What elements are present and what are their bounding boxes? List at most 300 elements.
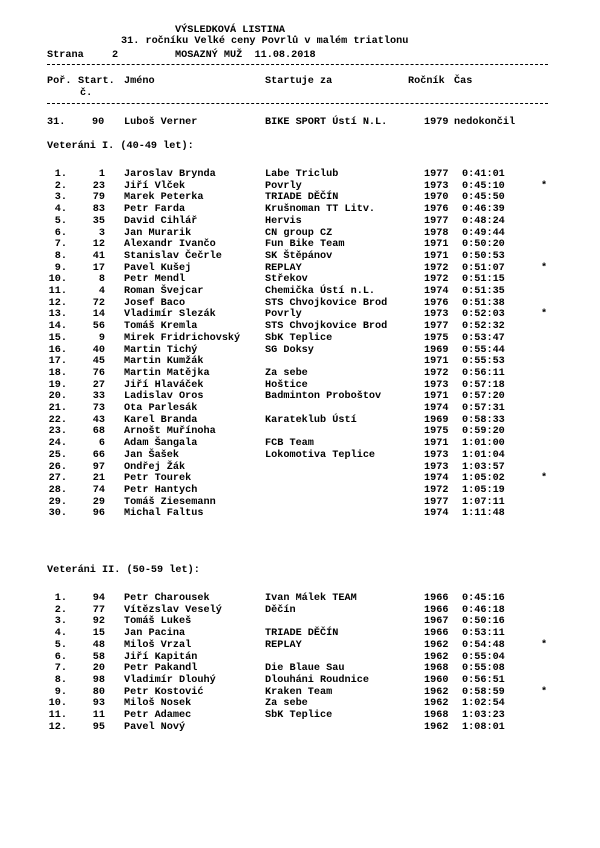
column-header-rank: Poř. (47, 76, 72, 87)
name-cell: Petr Tourek (124, 473, 192, 485)
start-number-cell: 27 (92, 379, 105, 391)
rank-cell: 11. (48, 286, 67, 297)
rank-cell: 29. (48, 496, 67, 508)
club-cell: SG Doksy (265, 344, 314, 356)
year-cell: 1971 (424, 250, 449, 262)
result-row (0, 192, 600, 204)
rank-cell: 18. (48, 367, 67, 379)
name-cell: Adam Šangala (124, 438, 198, 450)
name-cell: Ondřej Žák (124, 461, 186, 473)
time-cell: 0:45:10 (462, 180, 505, 192)
result-row (0, 605, 600, 617)
year-cell: 1962 (424, 686, 449, 698)
name-cell: Ladislav Oros (124, 391, 204, 403)
start-number-cell: 95 (92, 721, 105, 733)
rank-cell: 7. (54, 239, 67, 251)
club-cell: Kraken Team (265, 686, 333, 698)
result-row (0, 508, 600, 520)
rank-cell: 13. (48, 309, 67, 321)
result-row (0, 356, 600, 368)
time-cell: 0:53:11 (462, 628, 505, 640)
rank-cell: 16. (48, 344, 67, 356)
result-row (0, 473, 600, 485)
divider (47, 103, 548, 104)
rank-cell: 1. (54, 169, 67, 180)
start-number-cell: 68 (92, 426, 105, 438)
start-number-cell: 40 (92, 344, 105, 356)
name-cell: Petr Kostović (124, 686, 204, 698)
year-cell: 1960 (424, 674, 449, 686)
section-heading: Veteráni I. (40-49 let): (47, 141, 194, 152)
rank-cell: 22. (48, 414, 67, 426)
time-cell: 0:58:59 (462, 686, 505, 698)
result-row (0, 368, 600, 380)
name-cell: Petr Farda (124, 204, 186, 216)
name-cell: David Cihlář (124, 215, 198, 227)
result-row (0, 239, 600, 251)
name-cell: Vladimír Dlouhý (124, 674, 216, 686)
year-cell: 1972 (424, 367, 449, 379)
rank-cell: 27. (48, 473, 67, 485)
time-cell: 1:08:01 (462, 721, 505, 733)
year-cell: 1973 (424, 379, 449, 391)
club-cell: BIKE SPORT Ústí N.L. (265, 117, 388, 128)
year-cell: 1974 (424, 403, 449, 414)
year-cell: 1976 (424, 297, 449, 309)
start-number-cell: 9 (98, 332, 105, 344)
result-row (0, 286, 600, 298)
year-cell: 1977 (424, 496, 449, 508)
mark-cell: * (541, 309, 548, 321)
year-cell: 1972 (424, 484, 449, 496)
result-row (0, 652, 600, 664)
club-cell: TRIADE DĚČÍN (265, 192, 339, 204)
time-cell: 1:07:11 (462, 496, 505, 508)
time-cell: 0:56:11 (462, 367, 505, 379)
time-cell: 0:51:38 (462, 297, 505, 309)
year-cell: 1974 (424, 508, 449, 520)
year-cell: 1977 (424, 321, 449, 333)
result-row (0, 722, 600, 734)
start-number-cell: 4 (98, 286, 105, 297)
document-subtitle: 31. ročníku Velké ceny Povrlů v malém triatlonu (121, 36, 409, 47)
year-cell: 1973 (424, 309, 449, 321)
year-cell: 1972 (424, 262, 449, 274)
year-cell: 1971 (424, 356, 449, 368)
result-row (0, 181, 600, 193)
result-row (0, 228, 600, 240)
mark-cell: * (541, 686, 548, 698)
name-cell: Jaroslav Brynda (124, 169, 216, 180)
rank-cell: 30. (48, 508, 67, 520)
result-row (0, 274, 600, 286)
result-row (0, 298, 600, 310)
start-number-cell: 79 (92, 192, 105, 204)
year-cell: 1973 (424, 180, 449, 192)
start-number-cell: 58 (92, 651, 105, 663)
start-number-cell: 15 (92, 628, 105, 640)
rank-cell: 2. (54, 604, 67, 616)
name-cell: Tomáš Kremla (124, 321, 198, 333)
time-cell: 0:59:20 (462, 426, 505, 438)
name-cell: Petr Charousek (124, 593, 210, 604)
result-row (0, 497, 600, 509)
year-cell: 1973 (424, 449, 449, 461)
time-cell: 0:55:04 (462, 651, 505, 663)
name-cell: Josef Baco (124, 297, 186, 309)
name-cell: Tomáš Lukeš (124, 616, 192, 628)
club-cell: Střekov (265, 274, 308, 286)
name-cell: Mirek Fridrichovský (124, 332, 241, 344)
name-cell: Petr Adamec (124, 710, 192, 721)
name-cell: Jiří Vlček (124, 180, 186, 192)
time-cell: 0:45:16 (462, 593, 505, 604)
start-number-cell: 72 (92, 297, 105, 309)
name-cell: Jiří Kapitán (124, 651, 198, 663)
result-row (0, 333, 600, 345)
name-cell: Jan Pacina (124, 628, 186, 640)
name-cell: Luboš Verner (124, 117, 198, 128)
name-cell: Karel Branda (124, 414, 198, 426)
result-row (0, 117, 600, 129)
name-cell: Roman Švejcar (124, 286, 204, 297)
start-number-cell: 23 (92, 180, 105, 192)
club-cell: Děčín (265, 604, 296, 616)
result-row (0, 415, 600, 427)
time-cell: 0:50:20 (462, 239, 505, 251)
divider (47, 64, 548, 65)
result-row (0, 169, 600, 181)
column-header-start: Start. (78, 76, 115, 87)
start-number-cell: 90 (92, 117, 105, 128)
rank-cell: 20. (48, 391, 67, 403)
year-cell: 1966 (424, 604, 449, 616)
year-cell: 1968 (424, 710, 449, 721)
club-cell: Za sebe (265, 698, 308, 710)
year-cell: 1962 (424, 651, 449, 663)
name-cell: Marek Peterka (124, 192, 204, 204)
start-number-cell: 17 (92, 262, 105, 274)
time-cell: 0:56:51 (462, 674, 505, 686)
club-cell: Karateklub Ústí (265, 414, 357, 426)
club-cell: Krušnoman TT Litv. (265, 204, 376, 216)
rank-cell: 8. (54, 250, 67, 262)
document-title: VÝSLEDKOVÁ LISTINA (175, 25, 286, 36)
result-row (0, 251, 600, 263)
rank-cell: 17. (48, 356, 67, 368)
start-number-cell: 96 (92, 508, 105, 520)
time-cell: 1:01:04 (462, 449, 505, 461)
rank-cell: 26. (48, 461, 67, 473)
time-cell: 0:52:03 (462, 309, 505, 321)
rank-cell: 12. (48, 297, 67, 309)
club-cell: Povrly (265, 180, 302, 192)
result-row (0, 380, 600, 392)
club-cell: REPLAY (265, 639, 302, 651)
year-cell: 1974 (424, 286, 449, 297)
year-cell: 1972 (424, 274, 449, 286)
name-cell: Martin Kumžák (124, 356, 204, 368)
club-cell: TRIADE DĚČÍN (265, 628, 339, 640)
column-header-club: Startuje za (265, 76, 333, 87)
rank-cell: 5. (54, 639, 67, 651)
result-row (0, 628, 600, 640)
start-number-cell: 41 (92, 250, 105, 262)
rank-cell: 24. (48, 438, 67, 450)
result-row (0, 438, 600, 450)
time-cell: 0:57:20 (462, 391, 505, 403)
result-row (0, 450, 600, 462)
start-number-cell: 94 (92, 593, 105, 604)
name-cell: Pavel Kušej (124, 262, 192, 274)
rank-cell: 11. (48, 710, 67, 721)
year-cell: 1966 (424, 593, 449, 604)
time-cell: 1:05:19 (462, 484, 505, 496)
result-row (0, 698, 600, 710)
rank-cell: 3. (54, 616, 67, 628)
year-cell: 1971 (424, 391, 449, 403)
mark-cell: * (541, 639, 548, 651)
name-cell: Jiří Hlaváček (124, 379, 204, 391)
club-cell: Povrly (265, 309, 302, 321)
column-header-name: Jméno (124, 76, 155, 87)
start-number-cell: 56 (92, 321, 105, 333)
rank-cell: 14. (48, 321, 67, 333)
year-cell: 1966 (424, 628, 449, 640)
time-cell: 0:57:18 (462, 379, 505, 391)
club-cell: CN group CZ (265, 227, 333, 239)
result-row (0, 403, 600, 415)
club-cell: Fun Bike Team (265, 239, 345, 251)
result-row (0, 321, 600, 333)
time-cell: 0:53:47 (462, 332, 505, 344)
rank-cell: 4. (54, 204, 67, 216)
start-number-cell: 11 (92, 710, 105, 721)
year-cell: 1970 (424, 192, 449, 204)
year-cell: 1962 (424, 698, 449, 710)
year-cell: 1977 (424, 215, 449, 227)
start-number-cell: 1 (98, 169, 105, 180)
rank-cell: 23. (48, 426, 67, 438)
rank-cell: 10. (48, 274, 67, 286)
time-cell: 0:48:24 (462, 215, 505, 227)
club-cell: STS Chvojkovice Brod (265, 321, 388, 333)
year-cell: 1978 (424, 227, 449, 239)
club-cell: Hervis (265, 215, 302, 227)
rank-cell: 9. (54, 262, 67, 274)
time-cell: 1:01:00 (462, 438, 505, 450)
rank-cell: 19. (48, 379, 67, 391)
result-row (0, 675, 600, 687)
name-cell: Miloš Vrzal (124, 639, 192, 651)
year-cell: 1975 (424, 332, 449, 344)
result-row (0, 263, 600, 275)
club-cell: Ivan Málek TEAM (265, 593, 357, 604)
mark-cell: * (541, 180, 548, 192)
year-cell: 1969 (424, 344, 449, 356)
name-cell: Petr Mendl (124, 274, 186, 286)
club-cell: FCB Team (265, 438, 314, 450)
column-header-time: Čas (454, 76, 473, 87)
time-cell: 0:41:01 (462, 169, 505, 180)
time-cell: 0:51:07 (462, 262, 505, 274)
club-cell: REPLAY (265, 262, 302, 274)
club-cell: Labe Triclub (265, 169, 339, 180)
start-number-cell: 8 (98, 274, 105, 286)
rank-cell: 2. (54, 180, 67, 192)
result-row (0, 345, 600, 357)
club-cell: Badminton Proboštov (265, 391, 382, 403)
result-row (0, 687, 600, 699)
rank-cell: 12. (48, 721, 67, 733)
name-cell: Jan Murarik (124, 227, 192, 239)
rank-cell: 21. (48, 403, 67, 414)
club-cell: STS Chvojkovice Brod (265, 297, 388, 309)
mark-cell: * (541, 262, 548, 274)
name-cell: Martin Matějka (124, 367, 210, 379)
name-cell: Jan Šašek (124, 449, 180, 461)
club-cell: SK Štěpánov (265, 250, 333, 262)
start-number-cell: 45 (92, 356, 105, 368)
rank-cell: 31. (47, 117, 66, 128)
time-cell: 1:05:02 (462, 473, 505, 485)
name-cell: Vladimír Slezák (124, 309, 216, 321)
time-cell: 1:02:54 (462, 698, 505, 710)
year-cell: 1976 (424, 204, 449, 216)
start-number-cell: 73 (92, 403, 105, 414)
year-cell: 1979 (424, 117, 449, 128)
time-cell: 0:55:44 (462, 344, 505, 356)
club-cell: Hoštice (265, 379, 308, 391)
rank-cell: 5. (54, 215, 67, 227)
name-cell: Arnošt Muřínoha (124, 426, 216, 438)
start-number-cell: 98 (92, 674, 105, 686)
start-number-cell: 12 (92, 239, 105, 251)
start-number-cell: 3 (98, 227, 105, 239)
page-number: 2 (112, 50, 119, 61)
start-number-cell: 93 (92, 698, 105, 710)
rank-cell: 6. (54, 227, 67, 239)
club-cell: Za sebe (265, 367, 308, 379)
result-row (0, 640, 600, 652)
start-number-cell: 76 (92, 367, 105, 379)
rank-cell: 8. (54, 674, 67, 686)
time-cell: 0:54:48 (462, 639, 505, 651)
start-number-cell: 92 (92, 616, 105, 628)
club-cell: Dlouháni Roudnice (265, 674, 369, 686)
start-number-cell: 35 (92, 215, 105, 227)
start-number-cell: 80 (92, 686, 105, 698)
name-cell: Pavel Nový (124, 721, 186, 733)
page-label: Strana (47, 50, 84, 61)
year-cell: 1971 (424, 239, 449, 251)
time-cell: 0:49:44 (462, 227, 505, 239)
section-heading: Veteráni II. (50-59 let): (47, 565, 200, 576)
time-cell: 0:58:33 (462, 414, 505, 426)
rank-cell: 9. (54, 686, 67, 698)
time-cell: 0:45:50 (462, 192, 505, 204)
club-cell: Die Blaue Sau (265, 663, 345, 675)
result-row (0, 710, 600, 722)
name-cell: Stanislav Čečrle (124, 250, 222, 262)
time-cell: 1:03:23 (462, 710, 505, 721)
time-cell: 0:50:53 (462, 250, 505, 262)
name-cell: Michal Faltus (124, 508, 204, 520)
rank-cell: 25. (48, 449, 67, 461)
rank-cell: 28. (48, 484, 67, 496)
start-number-cell: 21 (92, 473, 105, 485)
name-cell: Tomáš Ziesemann (124, 496, 216, 508)
name-cell: Vítězslav Veselý (124, 604, 222, 616)
result-row (0, 216, 600, 228)
time-cell: 0:46:39 (462, 204, 505, 216)
result-row (0, 663, 600, 675)
year-cell: 1967 (424, 616, 449, 628)
start-number-cell: 74 (92, 484, 105, 496)
category-date: MOSAZNÝ MUŽ 11.08.2018 (175, 50, 316, 61)
club-cell: Lokomotiva Teplice (265, 449, 376, 461)
time-cell: 1:03:57 (462, 461, 505, 473)
start-number-cell: 29 (92, 496, 105, 508)
time-cell: 0:46:18 (462, 604, 505, 616)
start-number-cell: 33 (92, 391, 105, 403)
result-row (0, 593, 600, 605)
start-number-cell: 66 (92, 449, 105, 461)
year-cell: 1962 (424, 639, 449, 651)
rank-cell: 6. (54, 651, 67, 663)
time-cell: 0:50:16 (462, 616, 505, 628)
column-header-start-number: č. (80, 88, 93, 99)
club-cell: SbK Teplice (265, 332, 333, 344)
start-number-cell: 43 (92, 414, 105, 426)
result-row (0, 426, 600, 438)
time-cell: 0:55:53 (462, 356, 505, 368)
rank-cell: 15. (48, 332, 67, 344)
rank-cell: 7. (54, 663, 67, 675)
name-cell: Petr Pakandl (124, 663, 198, 675)
start-number-cell: 20 (92, 663, 105, 675)
year-cell: 1975 (424, 426, 449, 438)
start-number-cell: 48 (92, 639, 105, 651)
result-row (0, 616, 600, 628)
time-cell: 0:51:35 (462, 286, 505, 297)
rank-cell: 1. (54, 593, 67, 604)
mark-cell: * (541, 473, 548, 485)
year-cell: 1962 (424, 721, 449, 733)
start-number-cell: 77 (92, 604, 105, 616)
year-cell: 1971 (424, 438, 449, 450)
column-header-year: Ročník (408, 76, 445, 87)
time-cell: 0:52:32 (462, 321, 505, 333)
start-number-cell: 97 (92, 461, 105, 473)
start-number-cell: 6 (98, 438, 105, 450)
result-row (0, 391, 600, 403)
rank-cell: 10. (48, 698, 67, 710)
year-cell: 1977 (424, 169, 449, 180)
year-cell: 1974 (424, 473, 449, 485)
rank-cell: 4. (54, 628, 67, 640)
time-cell: 0:51:15 (462, 274, 505, 286)
year-cell: 1973 (424, 461, 449, 473)
start-number-cell: 83 (92, 204, 105, 216)
name-cell: Ota Parlesák (124, 403, 198, 414)
name-cell: Martin Tichý (124, 344, 198, 356)
club-cell: Chemička Ústí n.L. (265, 286, 376, 297)
result-row (0, 462, 600, 474)
start-number-cell: 14 (92, 309, 105, 321)
result-row (0, 204, 600, 216)
time-cell: nedokončil (454, 117, 516, 128)
